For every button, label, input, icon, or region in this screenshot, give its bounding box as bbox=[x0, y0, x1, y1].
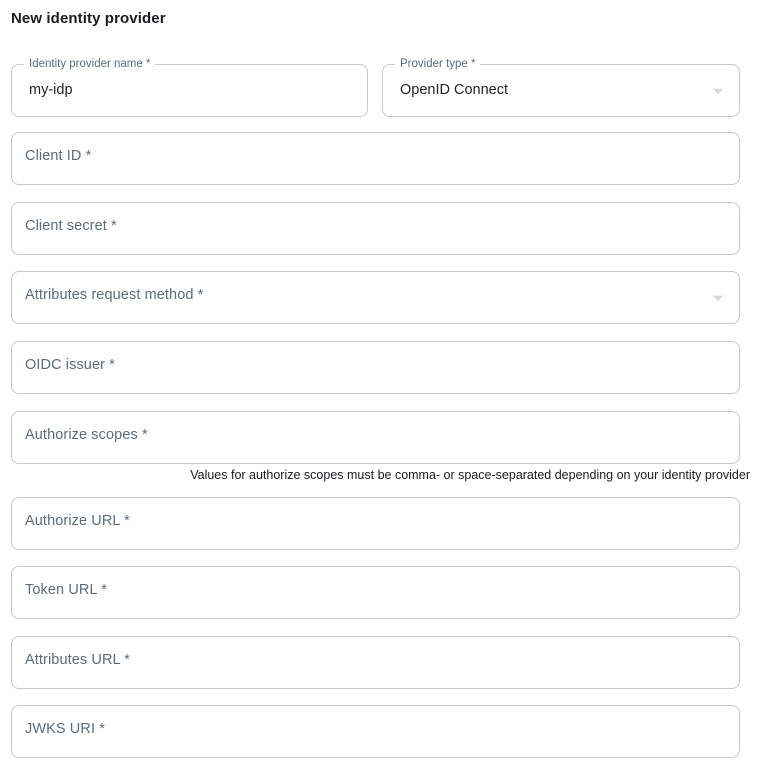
jwks-uri-label: JWKS URI * bbox=[25, 721, 105, 737]
identity-provider-name-input[interactable] bbox=[11, 58, 368, 117]
identity-provider-name-label: Identity provider name * bbox=[24, 57, 155, 71]
authorize-url-input[interactable] bbox=[11, 497, 740, 550]
oidc-issuer-input[interactable] bbox=[11, 341, 740, 394]
client-id-label: Client ID * bbox=[25, 148, 92, 164]
chevron-down-icon bbox=[713, 295, 723, 301]
attributes-url-label: Attributes URL * bbox=[25, 652, 131, 668]
client-secret-label: Client secret * bbox=[25, 218, 117, 234]
token-url-input[interactable] bbox=[11, 566, 740, 619]
provider-type-label: Provider type * bbox=[395, 57, 480, 71]
authorize-url-label: Authorize URL * bbox=[25, 513, 130, 529]
authorize-scopes-input[interactable] bbox=[11, 411, 740, 464]
identity-provider-name-value: my-idp bbox=[29, 82, 73, 98]
chevron-down-icon bbox=[713, 88, 723, 94]
provider-type-value: OpenID Connect bbox=[400, 82, 509, 98]
attributes-url-input[interactable] bbox=[11, 636, 740, 689]
name-and-type-row bbox=[11, 58, 740, 117]
jwks-uri-input[interactable] bbox=[11, 705, 740, 758]
client-id-input[interactable] bbox=[11, 132, 740, 185]
oidc-issuer-label: OIDC issuer * bbox=[25, 357, 115, 373]
page-title: New identity provider bbox=[11, 10, 166, 27]
attributes-request-method-select[interactable] bbox=[11, 271, 740, 324]
token-url-label: Token URL * bbox=[25, 582, 107, 598]
client-secret-input[interactable] bbox=[11, 202, 740, 255]
provider-type-select[interactable] bbox=[382, 58, 740, 117]
attributes-request-method-label: Attributes request method * bbox=[25, 287, 204, 303]
authorize-scopes-label: Authorize scopes * bbox=[25, 427, 148, 443]
authorize-scopes-helper-text: Values for authorize scopes must be comma- or space-separated depending on your identity provider bbox=[190, 468, 750, 482]
